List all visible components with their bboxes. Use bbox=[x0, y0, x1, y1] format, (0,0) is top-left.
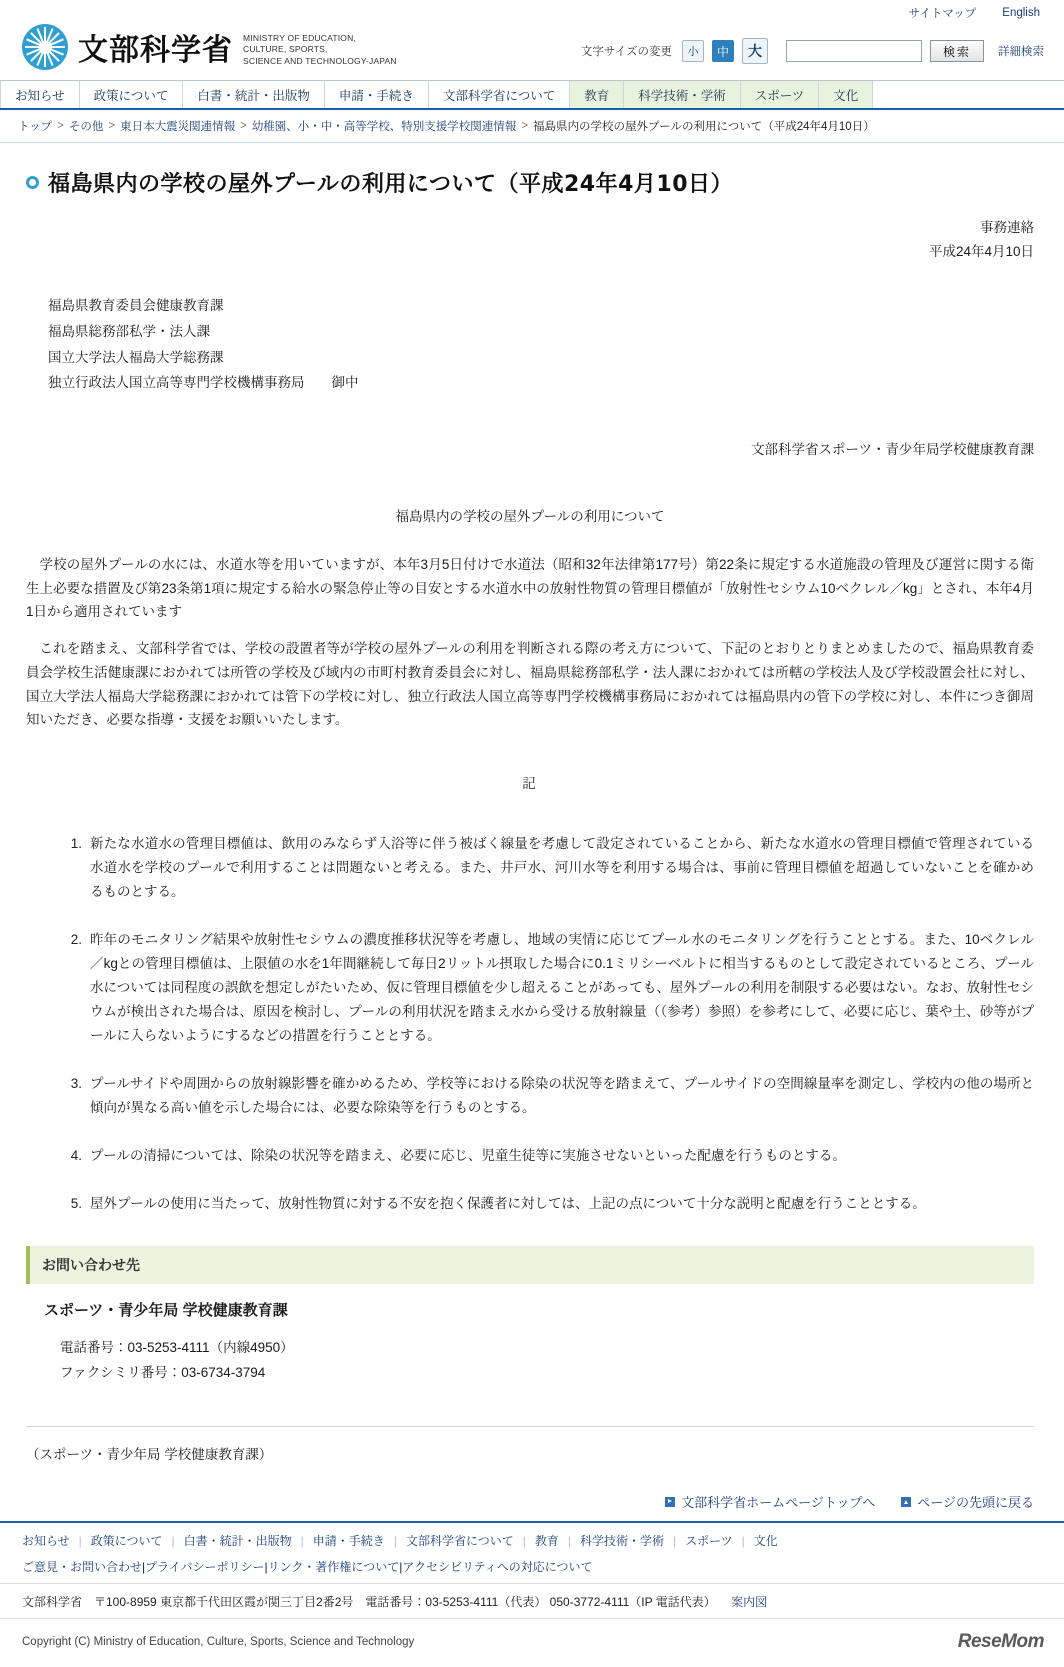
footer-copyright-text: Copyright (C) Ministry of Education, Culture, Sports, Science and Technology bbox=[22, 1636, 415, 1649]
addressee-item: 福島県総務部私学・法人課 bbox=[48, 323, 210, 339]
contact-section-heading: お問い合わせ先 bbox=[26, 1246, 1034, 1285]
gnav-item-publications[interactable]: 白書・統計・出版物 bbox=[183, 81, 325, 108]
site-header bbox=[0, 22, 1064, 80]
fontsize-small-button[interactable]: 小 bbox=[682, 40, 704, 62]
global-nav bbox=[0, 80, 1064, 110]
ministry-emblem-icon bbox=[22, 24, 68, 70]
document-note: （スポーツ・青少年局 学校健康教育課） bbox=[26, 1426, 1034, 1467]
search-input[interactable] bbox=[786, 40, 922, 62]
breadcrumb-item-other[interactable]: その他 bbox=[68, 121, 104, 133]
breadcrumb-item-current: 福島県内の学校の屋外プールの利用について（平成24年4月10日） bbox=[533, 121, 875, 133]
breadcrumb bbox=[0, 110, 1064, 143]
ministry-top-link[interactable] bbox=[665, 1492, 875, 1511]
page-title bbox=[26, 167, 1034, 198]
gnav-item-applications[interactable]: 申請・手続き bbox=[325, 81, 429, 108]
footer-address bbox=[0, 1584, 1064, 1619]
logo-en-line2: CULTURE, SPORTS, bbox=[243, 44, 328, 55]
back-to-top-link-label: ページの先頭に戻る bbox=[917, 1495, 1034, 1511]
addressee-item: 国立大学法人福島大学総務課 bbox=[48, 349, 224, 365]
breadcrumb-separator: > bbox=[521, 120, 529, 132]
list-item: 屋外プールの使用に当たって、放射性物質に対する不安を抱く保護者に対しては、上記の点について十分な説明と配慮を行うこととする。 bbox=[90, 1195, 926, 1211]
footer-copyright-bar bbox=[0, 1619, 1064, 1667]
list-item: 昨年のモニタリング結果や放射性セシウムの濃度推移状況等を考慮し、地域の実情に応じてプール水のモニタリングを行うこととする。また、10ベクレル／kgとの管理目標値は、上限値の水を1年間継続して毎日2リットル摂取した場合に0.1ミリシーベルトに相当するものとして設定されているところ、プール水については同程度の誤飲を想定しがたいため、仮に管理目標値を少し超えることがあっても、屋外プールの利用を制限する必要はない。なお、放射性セシウムが検出された場合は、原因を検討し、プールの利用状況を踏まえ水から受ける放射線量（（参考）参照）を参考にして、必要に応じ、葉や土、砂等がプールに入らないようにするなどの措置を行うこととする。 bbox=[90, 931, 1034, 1043]
footer-link-privacy[interactable]: プライバシーポリシー bbox=[145, 1560, 265, 1575]
addressee-list bbox=[48, 293, 1034, 396]
list-item: 新たな水道水の管理目標値は、飲用のみならず入浴等に伴う被ばく線量を考慮して設定されていることから、新たな水道水の管理目標値で管理されている水道水を学校のプールで利用することは問題ないと考える。また、井戸水、河川水等を利用する場合は、事前に管理目標値を超過していないことを確かめるものとする。 bbox=[90, 835, 1034, 899]
gnav-item-about[interactable]: 文部科学省について bbox=[429, 81, 570, 108]
document-ki-marker: 記 bbox=[522, 775, 538, 791]
list-item: プールサイドや周囲からの放射線影響を確かめるため、学校等における除染の状況等を踏まえて、プールサイドの空間線量率を測定し、学校内の他の場所と傾向が異なる高い値を示した場合には、必要な除染等を行うものとする。 bbox=[90, 1075, 1034, 1115]
footer-link-accessibility[interactable]: アクセシビリティへの対応について bbox=[402, 1560, 593, 1575]
footer-address-text: 文部科学省 〒100-8959 東京都千代田区霞が関三丁目2番2号 電話番号：03-5253-4111（代表） 050-3772-4111（IP 電話代表） bbox=[22, 1595, 716, 1610]
gnav-item-sports[interactable]: スポーツ bbox=[741, 81, 820, 108]
footer-divider: | bbox=[741, 1533, 745, 1548]
document-body bbox=[26, 216, 1034, 1466]
gnav-item-science[interactable]: 科学技術・学術 bbox=[624, 81, 741, 108]
advanced-search-link[interactable]: 詳細検索 bbox=[998, 46, 1044, 58]
breadcrumb-item-top[interactable]: トップ bbox=[18, 121, 53, 133]
footer-nav-secondary bbox=[0, 1555, 1064, 1584]
site-footer bbox=[0, 1521, 1064, 1667]
search-button[interactable]: 検索 bbox=[930, 40, 984, 62]
footer-link-applications[interactable]: 申請・手続き bbox=[312, 1534, 385, 1549]
main-content bbox=[0, 143, 1064, 1511]
breadcrumb-separator: > bbox=[240, 120, 247, 132]
resemom-watermark bbox=[958, 1631, 1044, 1653]
breadcrumb-item-schools[interactable]: 幼稚園、小・中・高等学校、特別支援学校関連情報 bbox=[251, 121, 517, 133]
document-meta-date: 平成24年4月10日 bbox=[928, 243, 1034, 259]
footer-link-sports[interactable]: スポーツ bbox=[685, 1534, 733, 1549]
site-logo-text-en bbox=[243, 27, 397, 67]
footer-link-culture[interactable]: 文化 bbox=[753, 1534, 778, 1549]
footer-divider: | bbox=[78, 1533, 82, 1548]
footer-link-science[interactable]: 科学技術・学術 bbox=[579, 1534, 664, 1549]
footer-divider: | bbox=[567, 1533, 571, 1548]
document-subject: 福島県内の学校の屋外プールの利用について bbox=[395, 509, 665, 525]
document-paragraph-2: これを踏まえ、文部科学省では、学校の設置者等が学校の屋外プールの利用を判断される際の考え方について、下記のとおりとりまとめましたので、福島県教育委員会学校生活健康課におかれては所管の学校及び域内の市町村教育委員会に対し、福島県総務部私学・法人課におかれては所轄の学校法人及び学校設置会社に対し、国立大学法人福島大学総務課におかれては管下の学校に対し、独立行政法人国立高等専門学校機構事務局におかれては福島県内の管下の学校に対し、本件につき御周知いただき、必要な指導・支援をお願いいたします。 bbox=[26, 641, 1034, 728]
footer-divider: | bbox=[522, 1533, 526, 1548]
contact-section-body bbox=[26, 1284, 1034, 1386]
contact-phone: 電話番号：03-5253-4111（内線4950） bbox=[60, 1339, 294, 1355]
fontsize-large-button[interactable]: 大 bbox=[742, 38, 768, 64]
footer-divider: | bbox=[399, 1559, 403, 1574]
numbered-item-list bbox=[26, 832, 1034, 1216]
footer-divider: | bbox=[142, 1559, 146, 1574]
title-bullet-icon bbox=[26, 176, 39, 189]
addressee-item: 独立行政法人国立高等専門学校機構事務局 御中 bbox=[48, 375, 359, 391]
footer-link-contact[interactable]: ご意見・お問い合わせ bbox=[22, 1560, 143, 1575]
footer-divider: | bbox=[672, 1533, 677, 1548]
footer-divider: | bbox=[264, 1559, 268, 1574]
footer-link-policy[interactable]: 政策について bbox=[90, 1534, 163, 1549]
fontsize-label: 文字サイズの変更 bbox=[580, 46, 672, 58]
back-to-top-link[interactable] bbox=[901, 1492, 1034, 1511]
footer-link-education[interactable]: 教育 bbox=[534, 1534, 559, 1549]
resemom-watermark-text: ReseMom bbox=[957, 1631, 1044, 1653]
ministry-top-link-label: 文部科学省ホームページトップへ bbox=[681, 1495, 876, 1511]
site-logo[interactable] bbox=[22, 24, 397, 70]
utility-bar bbox=[0, 0, 1064, 22]
gnav-item-policy[interactable]: 政策について bbox=[80, 81, 184, 108]
breadcrumb-separator: > bbox=[57, 120, 64, 132]
footer-link-about[interactable]: 文部科学省について bbox=[405, 1534, 514, 1549]
footer-nav-primary bbox=[0, 1523, 1064, 1555]
footer-link-publications[interactable]: 白書・統計・出版物 bbox=[183, 1534, 292, 1549]
footer-map-link[interactable]: 案内図 bbox=[731, 1595, 768, 1610]
document-paragraph-1: 学校の屋外プールの水には、水道水等を用いていますが、本年3月5日付けで水道法（昭和32年法律第177号）第22条に規定する水道施設の管理及び運営に関する衛生上必要な措置及び第23条第1項に規定する給水の緊急停止等の目安とする水道水中の放射性物質の管理目標値が「放射性セシウム10ベクレル／kg」とされ、本年4月1日から適用されています bbox=[26, 557, 1034, 620]
logo-en-line1: MINISTRY OF EDUCATION, bbox=[243, 32, 357, 43]
english-link[interactable]: English bbox=[1002, 7, 1040, 19]
site-logo-text-jp: 文部科学省 bbox=[78, 33, 233, 68]
breadcrumb-separator: > bbox=[108, 120, 116, 132]
footer-divider: | bbox=[393, 1533, 397, 1548]
footer-link-news[interactable]: お知らせ bbox=[22, 1534, 70, 1549]
footer-link-copyright[interactable]: リンク・著作権について bbox=[267, 1560, 400, 1575]
logo-en-line3: SCIENCE AND TECHNOLOGY-JAPAN bbox=[243, 55, 397, 66]
list-item: プールの清掃については、除染の状況等を踏まえ、必要に応じ、児童生徒等に実施させないといった配慮を行うものとする。 bbox=[90, 1147, 846, 1163]
page-link-bar bbox=[26, 1492, 1034, 1511]
contact-department: スポーツ・青少年局 学校健康教育課 bbox=[44, 1302, 288, 1320]
header-tools bbox=[581, 30, 1044, 64]
addressee-item: 福島県教育委員会健康教育課 bbox=[48, 298, 224, 314]
page-title-text: 福島県内の学校の屋外プールの利用について（平成24年4月10日） bbox=[48, 172, 734, 197]
fontsize-medium-button[interactable]: 中 bbox=[712, 40, 734, 62]
footer-divider: | bbox=[300, 1533, 304, 1548]
breadcrumb-item-disaster[interactable]: 東日本大震災関連情報 bbox=[120, 121, 236, 133]
document-meta-type: 事務連絡 bbox=[980, 220, 1034, 235]
document-issuer: 文部科学省スポーツ・青少年局学校健康教育課 bbox=[751, 441, 1034, 457]
arrow-up-icon bbox=[901, 1497, 911, 1507]
arrow-right-icon bbox=[665, 1497, 675, 1507]
contact-fax: ファクシミリ番号：03-6734-3794 bbox=[60, 1365, 266, 1381]
gnav-item-news[interactable]: お知らせ bbox=[0, 81, 80, 108]
footer-divider: | bbox=[171, 1533, 175, 1548]
gnav-item-education[interactable]: 教育 bbox=[570, 81, 624, 108]
sitemap-link[interactable]: サイトマップ bbox=[908, 8, 977, 20]
gnav-item-culture[interactable]: 文化 bbox=[819, 81, 873, 108]
